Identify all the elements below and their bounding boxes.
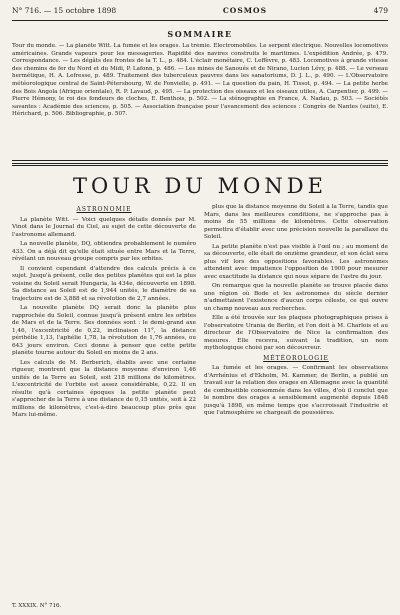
paragraph: Les calculs de M. Berberich, établis avec une certaine rigueur, montrent que la distance moyenne d'environ 1,46 unités de la Terre au Soleil, soit 218 millions de kilomètres. L'excentricité de l'orbite est assez considérable, 0,22. Il en résulte qu'à certaines époques la petite planète peut s'approcher de la Terre à une distance de 0,15 unités, soit à 22 millions de kilomètres, c'est-à-dire beaucoup plus près que Mars lui-même. bbox=[12, 359, 196, 418]
paragraph: Il convient cependant d'attendre des calculs précis à ce sujet. Jusqu'à présent, celle des petites planètes qui est la plus voisine du Soleil serait Hungaria, la 434e, découverte en 1898. Sa distance au Soleil est de 1,944 unités, le diamètre de sa trajectoire est de 3,888 et sa révolution de 2,7 années. bbox=[12, 265, 196, 302]
section-title: TOUR DU MONDE bbox=[73, 174, 327, 198]
paragraph: plus que la distance moyenne du Soleil à la Terre, tandis que Mars, dans les meilleures conditions, ne s'approche pas à moins de 55 millions de kilomètres. Cette observation permettra d'établir avec une précision nouvelle la parallaxe du Soleil. bbox=[204, 204, 388, 240]
sommaire-text: Tour du monde. — La planète Witt. La fumée et les orages. La trémie. Électromobiles. Le serpent électrique. Nouvelles locomotives américaines. Grands vapeurs pour les messageries. Rapidité des navires construits le maritimes. L'expédition Andrée, p. 479. Correspondance. — Les dégâts des frontes de la T. L., p. 484. L'éclair monétaire, C. Leffèvre, p. 483. Locomotives à grande vitesse des chemins de fer du Nord et du Midi, P. Lafonn, p. 486. — Les mines de Sanoués et de Nirano, Lucien Lévy, p. 488. — Le verseau hermétique, H. A. Lefresse, p. 489. Traitement des tuberculeux pauvres dans les sanatoriums, D. J. L., p. 490. — L'Observatoire météorologique central de Saint-Pétersbourg, W. de Fonvielle, p. 491. — La question du pain, H. Tissot, p. 494. — La petite herbe des Bois Angola (Afrique orientale), R. P. Lavaud, p. 495. — La protection des oiseaux et les oiseaux utiles, A. Carpentier, p. 499. — Pierre Hémony, le roi des fondeurs de cloches, E. Benthois, p. 502. — La sténographie en France, A. Nadau, p. 503. — Sociétés savantes : Académie des sciences, p. 505. — Association française pour l'avancement des sciences : Congrès de Nantes (suite), E. Hérichard, p. 506. Bibliographie, p. 507. bbox=[12, 43, 388, 118]
paragraph: La nouvelle planète, DQ, obtiendra probablement le numéro 433. On a déjà dit qu'elle était située entre Mars et la Terre, révélant un nouveau groupe compris par les orbites. bbox=[12, 241, 196, 262]
double-divider bbox=[12, 163, 388, 166]
volume-footer: T. XXXIX. N° 716. bbox=[12, 603, 62, 609]
page bbox=[12, 6, 388, 609]
paragraph: La planète Witt. — Voici quelques détails donnés par M. Vinot dans le Journal du Ciel, au sujet de cette découverte de l'astronome allemand. bbox=[12, 216, 196, 238]
left-column bbox=[12, 204, 196, 574]
sommaire-block bbox=[12, 43, 388, 156]
divider bbox=[12, 160, 388, 161]
page-number: 479 bbox=[373, 6, 388, 15]
right-column bbox=[204, 204, 388, 574]
subheading-meteorologie: MÉTÉOROLOGIE bbox=[263, 354, 329, 362]
issue-number: N° 716. — 15 octobre 1898 bbox=[12, 6, 117, 15]
paragraph: La petite planète n'est pas visible à l'œil nu ; au moment de sa découverte, elle était de onzième grandeur, et son éclat sera plus vif lors des oppositions favorables. Les astronomes attendent avec impatience l'opposition de 1900 pour mesurer avec exactitude la distance qui nous sépare de l'astre du jour. bbox=[204, 243, 388, 280]
paragraph: On remarque que la nouvelle planète se trouve placée dans une région où Bode et les astronomes du siècle dernier n'admettaient l'existence d'aucun corps céleste, ce qui ouvre un champ nouveau aux recherches. bbox=[204, 283, 388, 312]
sommaire-title: SOMMAIRE bbox=[167, 29, 233, 39]
page-header bbox=[12, 6, 388, 21]
subheading-astronomie: ASTRONOMIE bbox=[76, 206, 132, 213]
paragraph: Elle a été trouvée sur les plaques photographiques prises à l'observatoire Urania de Berlin, et l'on doit à M. Charlois et au directeur de l'Observatoire de Nice la confirmation des mesures. Elle recevra, suivant la tradition, un nom mythologique choisi par son découvreur. bbox=[204, 315, 388, 351]
paragraph: La nouvelle planète DQ serait donc la planète plus rapprochée du Soleil, connue jusqu'à présent entre les orbites de Mars et de la Terre. Ses données sont : le demi-grand axe 1,46, l'excentricité de 0,22, inclinaison 11°, la distance périhélie 1,13, l'aphélie 1,78, la révolution de 1,76 années, ou 643 jours environ. Ceci donne à penser que cette petite planète tourne autour du Soleil en moins de 2 ans. bbox=[12, 305, 196, 356]
journal-name: COSMOS bbox=[222, 6, 267, 15]
paragraph: La fumée et les orages. — Confirmant les observations d'Arrhénius et d'Ekholm, M. Kammer, de Berlin, a publié un travail sur la relation des orages en Allemagne avec la quantité de combustible consommée dans les villes, d'où il conclut que le nombre des orages a sensiblement augmenté depuis 1848 jusqu'à 1898, en même temps que s'accroissait l'industrie et que l'atmosphère se chargeait de poussières. bbox=[204, 365, 388, 416]
article-columns bbox=[12, 204, 388, 574]
